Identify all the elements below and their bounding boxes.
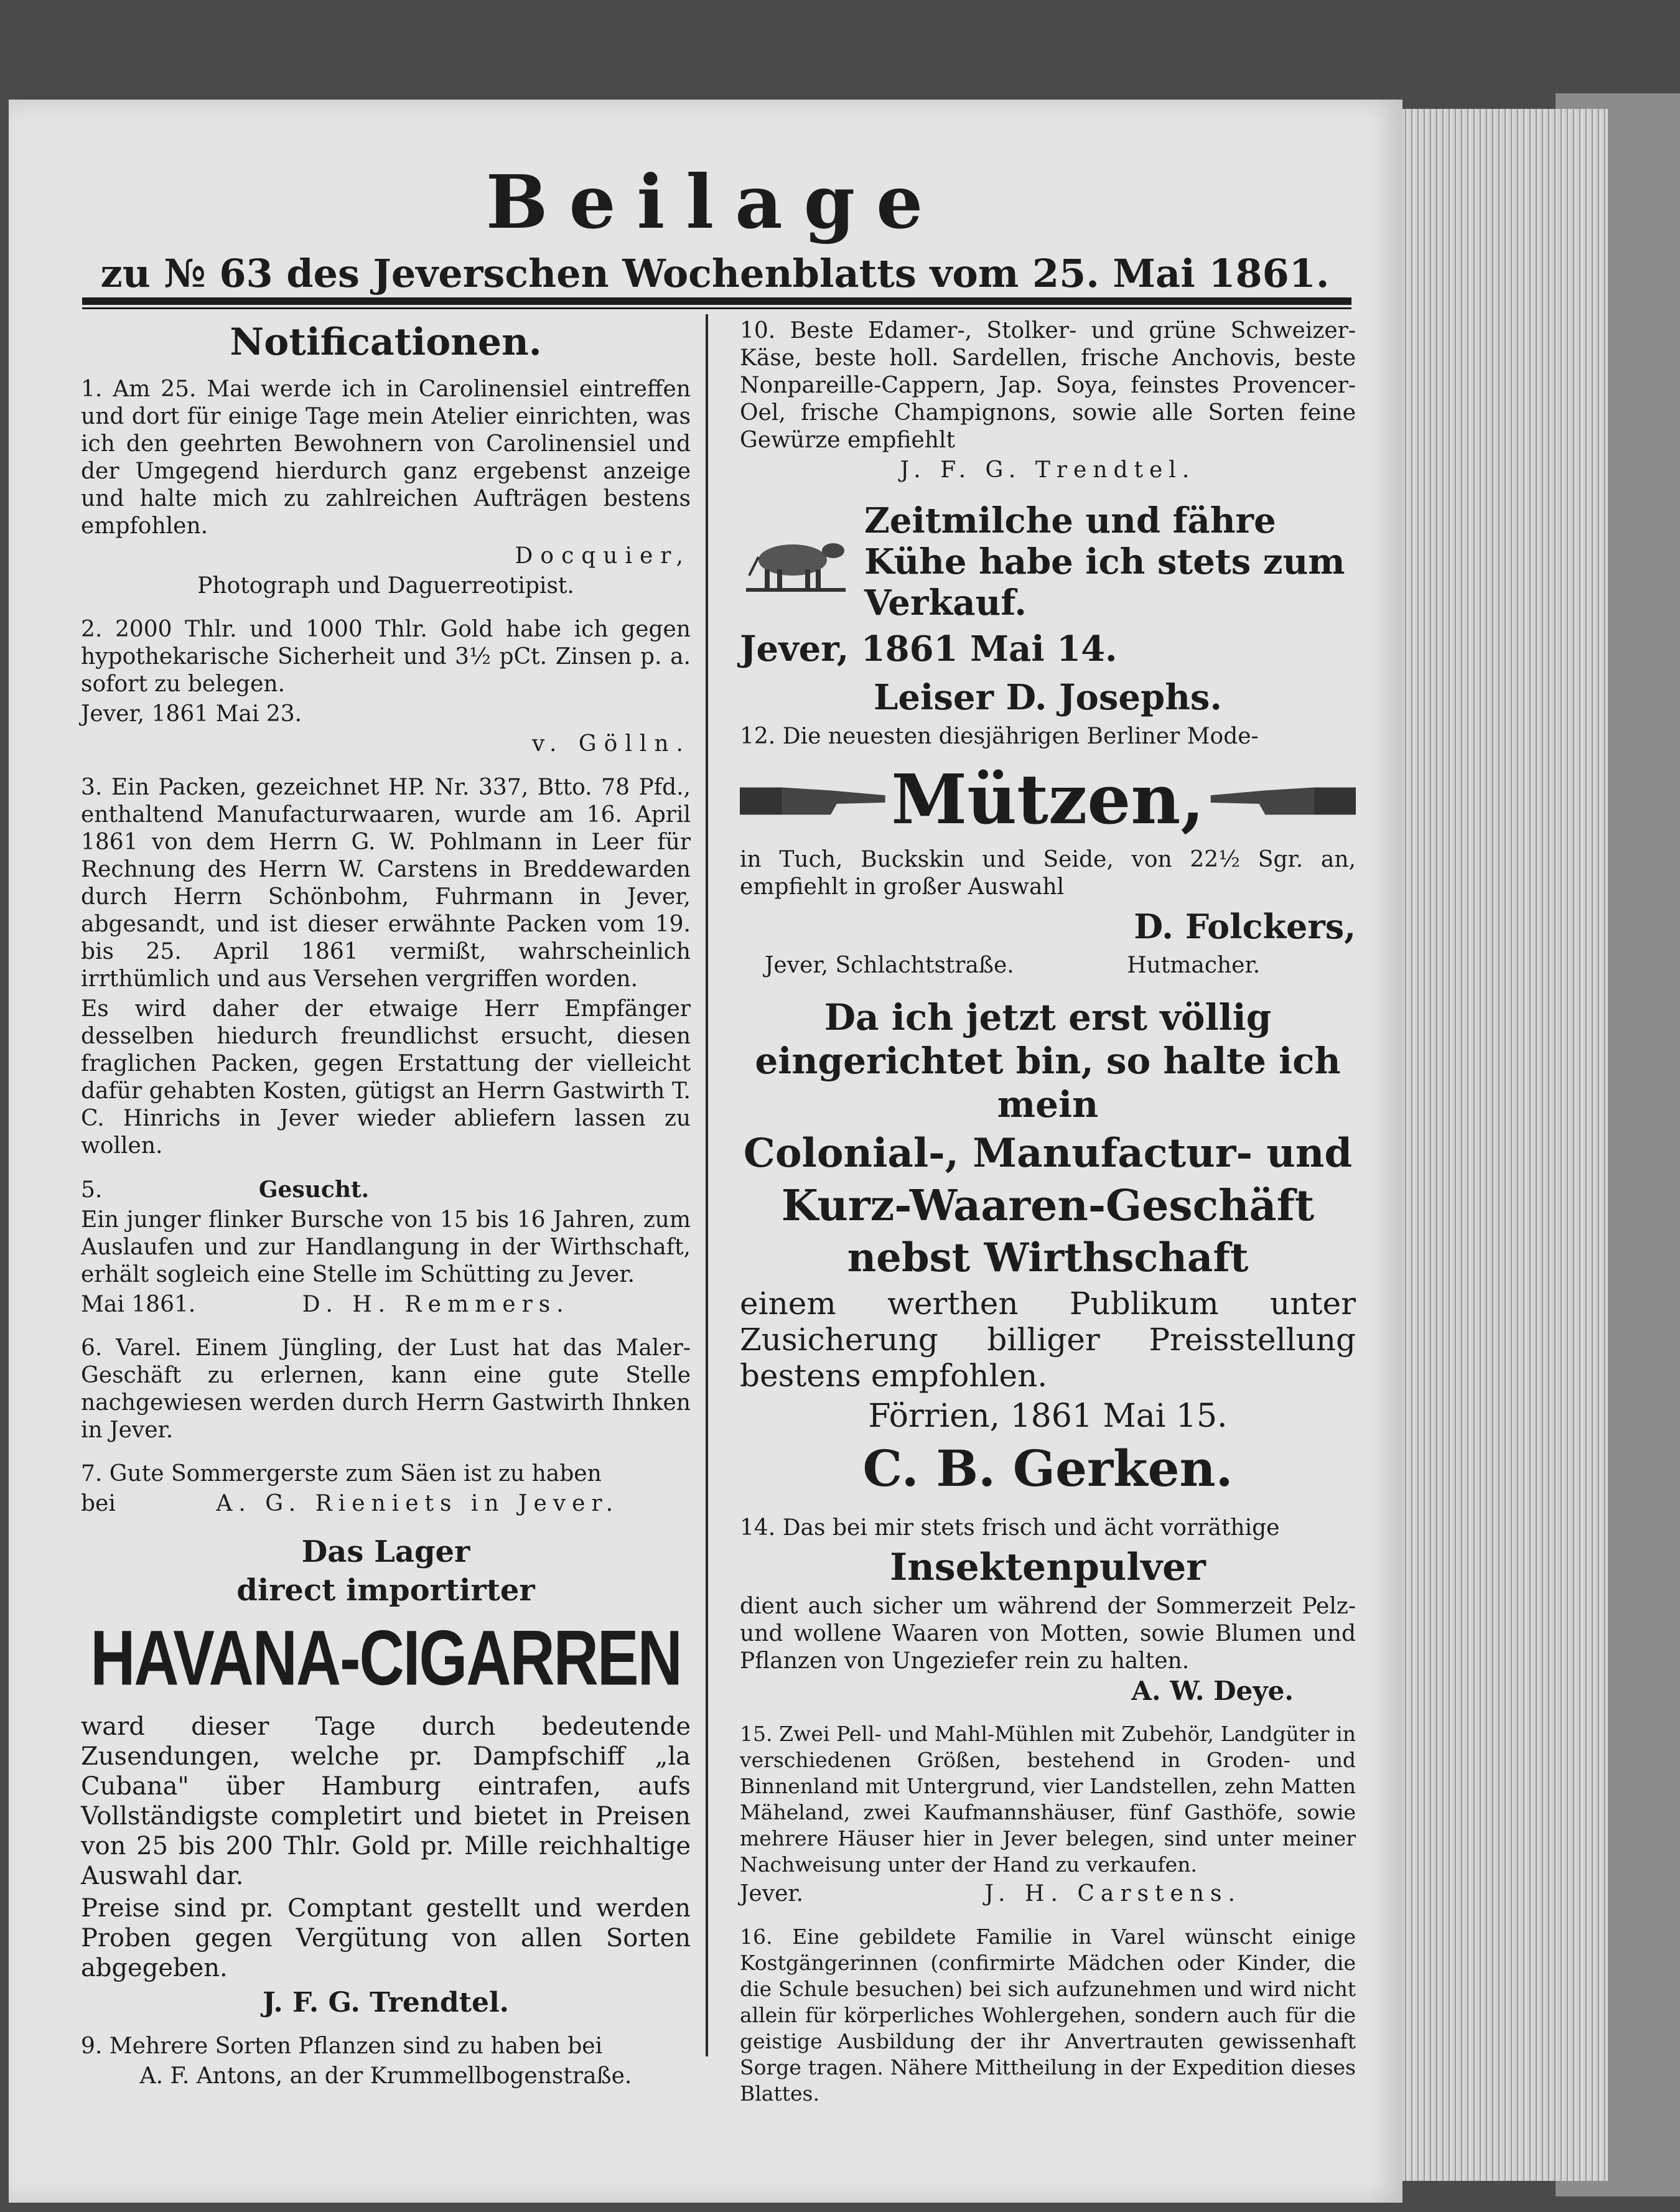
right-column — [740, 317, 1356, 2109]
notice-9-sign: A. F. Antons, an der Krummellbogenstraße. — [139, 2063, 632, 2089]
notice-12: 12. Die neuesten diesjährigen Berliner Mode- — [740, 724, 1259, 749]
notice-5-sign: D. H. Remmers. — [302, 1292, 570, 1317]
pointing-hand-right-icon — [740, 772, 891, 828]
notice-15-foot — [740, 1880, 1356, 1908]
notice-11-row — [740, 500, 1356, 626]
notice-12-headline: Mützen, — [891, 759, 1205, 839]
page-subtitle: zu № 63 des Jeverschen Wochenblatts vom 25. Mai 1861. — [100, 251, 1330, 296]
cigar-line1: Das Lager — [301, 1534, 470, 1569]
header-rule-thin — [82, 307, 1351, 309]
notice-11-sign: Leiser D. Josephs. — [874, 677, 1222, 718]
notice-1: 1. Am 25. Mai werde ich in Carolinensiel eintreffen und dort für einige Tage mein Atelier einrichten, was ich den geehrten Bewohnern von Carolinensiel und der Umgegend hierdurch ganz ergebenst anzeige und halte mich zu zahlreichen Aufträgen bestens empfohlen. — [81, 376, 691, 539]
page-edges — [1402, 109, 1608, 2181]
notice-13-intro: Da ich jetzt erst völlig eingerichtet bin, so halte ich mein — [755, 996, 1341, 1126]
column-divider — [706, 314, 708, 2056]
notice-13-firm: C. B. Gerken. — [862, 1439, 1233, 1498]
notice-7-sign: A. G. Rieniets in Jever. — [216, 1491, 620, 1516]
notice-14: 14. Das bei mir stets frisch und ächt vorräthige — [740, 1515, 1280, 1541]
notice-15: 15. Zwei Pell- und Mahl-Mühlen mit Zubehör, Landgüter in verschiedenen Größen, bestehend in Groden- und Binnenland mit Untergrund, vier Landstellen, zehn Matten Mäheland, zwei Kaufmannshäuser, fünf Gasthöfe, sowie mehrere Häuser hier in Jever belegen, sind unter meiner Nachweisung unter der Hand zu verkaufen. — [740, 1722, 1356, 1877]
notice-7-foot — [81, 1490, 691, 1518]
notice-5: Ein junger flinker Bursche von 15 bis 16 Jahren, zum Auslaufen und zur Handlangung in der Wirthschaft, erhält sogleich eine Stelle im Schütting zu Jever. — [81, 1207, 691, 1287]
notice-9: 9. Mehrere Sorten Pflanzen sind zu haben bei — [81, 2033, 603, 2059]
cigar-text: ward dieser Tage durch bedeutende Zusendungen, welche pr. Dampfschiff „la Cubana" über Hamburg eintrafen, aufs Vollständigste completirt und bietet in Preisen von 25 bis 200 Thlr. Gold pr. Mille reichhaltige Auswahl dar. — [81, 1712, 691, 1890]
notice-12-sign: D. Folckers, — [1134, 907, 1356, 946]
newspaper-page — [9, 100, 1402, 2203]
notice-2: 2. 2000 Thlr. und 1000 Thlr. Gold habe ich gegen hypothekarische Sicherheit und 3½ pCt. Zinsen p. a. sofort zu belegen. — [81, 617, 691, 697]
notice-10-sign: J. F. G. Trendtel. — [900, 457, 1196, 483]
notice-13-place: Förrien, 1861 Mai 15. — [868, 1398, 1228, 1435]
notice-14-headline: Insektenpulver — [890, 1546, 1206, 1589]
pointing-hand-left-icon — [1205, 772, 1356, 828]
notice-1-sign: Docquier, — [515, 543, 691, 569]
notice-2-sign: v. Gölln. — [531, 731, 691, 757]
notice-15-sign: J. H. Carstens. — [984, 1881, 1241, 1906]
notice-5-num: 5. — [81, 1177, 103, 1203]
notice-15-place: Jever. — [740, 1881, 804, 1906]
notice-7: 7. Gute Sommergerste zum Säen ist zu haben — [81, 1461, 602, 1486]
cigar-sign: J. F. G. Trendtel. — [263, 1987, 509, 2018]
notice-5-foot — [81, 1291, 691, 1318]
notice-12-text: in Tuch, Buckskin und Seide, von 22½ Sgr. an, empfiehlt in großer Auswahl — [740, 847, 1356, 900]
masthead — [83, 159, 1346, 299]
page-title: Beilage — [485, 159, 945, 245]
notice-3: 3. Ein Packen, gezeichnet HP. Nr. 337, Btto. 78 Pfd., enthaltend Manufacturwaaren, wurde am 16. April 1861 von dem Herrn G. W. Pohlmann in Leer für Rechnung des Herrn W. Carstens in Breddewarden durch Herrn Schönbohm, Fuhrmann in Jever, abgesandt, und ist dieser erwähnte Packen vom 19. bis 25. April 1861 vermißt, wahrscheinlich irrthümlich und aus Versehen vergriffen worden. — [81, 775, 691, 992]
cigar-line2: direct importirter — [236, 1573, 535, 1608]
header-rule — [82, 297, 1351, 305]
notice-2-place: Jever, 1861 Mai 23. — [81, 701, 302, 727]
cigar-text2: Preise sind pr. Comptant gestellt und werden Proben gegen Vergütung von allen Sorten abgegeben. — [81, 1894, 691, 1982]
left-column — [81, 317, 691, 2093]
notice-11: Zeitmilche und fähre Kühe habe ich stets zum Verkauf. — [864, 500, 1345, 623]
notice-16: 16. Eine gebildete Familie in Varel wünscht einige Kostgängerinnen (confirmirte Mädchen oder Kinder, die die Schule besuchen) bei sich aufzunehmen und wird nicht allein für körperliches Wohlergehen, sondern auch für die geistige Ausbildung der ihr Anvertrauten gewissenhaft Sorge tragen. Nähere Mittheilung in der Expedition dieses Blattes. — [740, 1925, 1356, 2106]
section-title: Notificationen. — [230, 320, 542, 364]
cow-icon — [740, 526, 852, 600]
notice-14-sign: A. W. Deye. — [1131, 1676, 1294, 1706]
notice-7-bei: bei — [81, 1491, 116, 1516]
notice-6: 6. Varel. Einem Jüngling, der Lust hat das Maler-Geschäft zu erlernen, kann eine gute Stelle nachgewiesen werden durch Herrn Gastwirth Ihnken in Jever. — [81, 1335, 691, 1443]
notice-13-headline-3: nebst Wirthschaft — [847, 1234, 1249, 1281]
notice-12-foot — [740, 952, 1356, 979]
notice-12-trade: Hutmacher. — [1127, 953, 1261, 978]
notice-10: 10. Beste Edamer-, Stolker- und grüne Schweizer-Käse, beste holl. Sardellen, frische Anchovis, beste Nonpareille-Cappern, Jap. Soya, feinstes Provencer-Oel, frische Champignons, sowie alle Sorten feine Gewürze empfiehlt — [740, 318, 1356, 453]
cigar-headline: HAVANA-CIGARREN — [90, 1615, 681, 1702]
notice-5-date: Mai 1861. — [81, 1292, 196, 1317]
notice-1-sign2: Photograph und Daguerreotipist. — [197, 573, 574, 599]
notice-12-address: Jever, Schlachtstraße. — [765, 953, 1014, 978]
notice-13-headline-1: Colonial-, Manufactur- und — [743, 1130, 1353, 1177]
notice-12-headline-row — [740, 753, 1356, 846]
notice-11-place: Jever, 1861 Mai 14. — [740, 628, 1118, 670]
notice-3-cont: Es wird daher der etwaige Herr Empfänger desselben hiedurch freundlichst ersucht, diesen fraglichen Packen, gegen Erstattung der vielleicht dafür gehabten Kosten, gütigst an Herrn Gastwirth T. C. Hinrichs in Jever wieder abliefern lassen zu wollen. — [81, 996, 691, 1159]
notice-13-headline-2: Kurz-Waaren-Geschäft — [781, 1181, 1315, 1231]
notice-5-title: Gesucht. — [258, 1177, 370, 1203]
notice-14-text: dient auch sicher um während der Sommerzeit Pelz- und wollene Waaren von Motten, sowie Blumen und Pflanzen von Ungeziefer rein zu halten. — [740, 1594, 1356, 1674]
notice-5-head — [81, 1176, 691, 1204]
notice-13-text: einem werthen Publikum unter Zusicherung billiger Preisstellung bestens empfohlen. — [740, 1286, 1356, 1394]
